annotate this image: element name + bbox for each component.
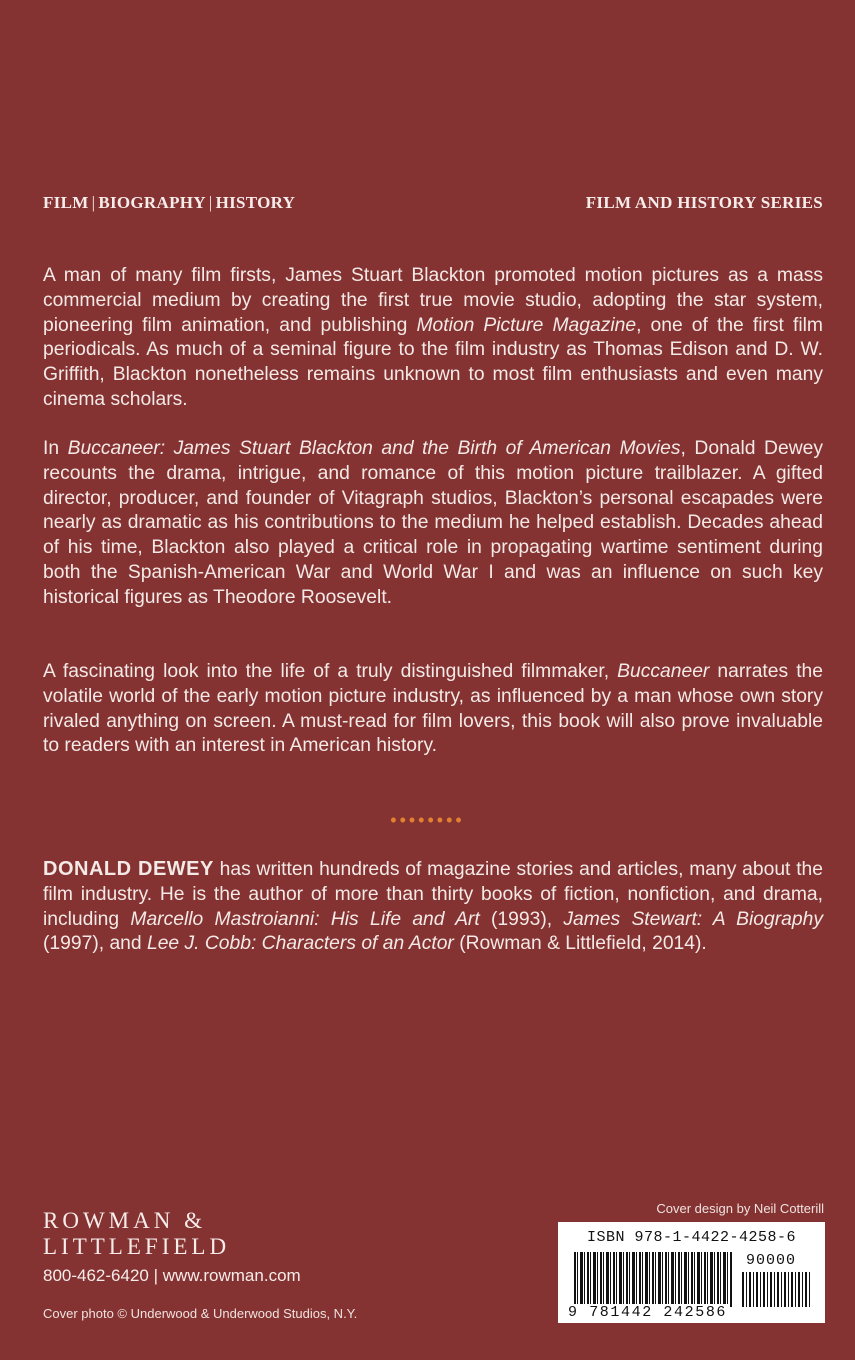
- dotted-divider: ••••••••: [390, 810, 465, 830]
- isbn-number: ISBN 978-1-4422-4258-6: [586, 1229, 797, 1246]
- series-label: FILM AND HISTORY SERIES: [585, 193, 823, 212]
- author-name: DONALD DEWEY: [43, 858, 214, 880]
- photo-credit: Cover photo © Underwood & Underwood Studios, N.Y.: [43, 1306, 358, 1321]
- bio-text: has written hundreds of magazine stories and articles, many about the film industry. He is the author of more than thirty books of fiction, nonfiction, and drama, including: [43, 859, 823, 930]
- blurb-paragraph-1: [43, 264, 823, 413]
- book-title: Buccaneer: James Stuart Blackton and the Birth of American Movies: [67, 438, 681, 459]
- price-barcode-icon: [742, 1272, 812, 1307]
- book-title: Lee J. Cobb: Characters of an Actor: [146, 933, 454, 955]
- category-separator: |: [91, 193, 96, 212]
- phone-number: 800-462-6420: [43, 1266, 149, 1285]
- book-title: James Stewart: A Biography: [563, 908, 823, 930]
- contact-separator: |: [153, 1266, 159, 1285]
- blurb-text: , one of the first film periodicals. As much of a seminal figure to the film industry as Thomas Edison and D. W. Griffith, Blackton nonetheless remains unknown to most film enthusiasts and even many cinema scholars.: [43, 314, 823, 410]
- publisher-logo: [43, 1208, 230, 1260]
- category-header: [43, 193, 823, 213]
- publisher-contact: [43, 1266, 301, 1286]
- bio-text: (Rowman & Littlefield, 2014).: [453, 933, 707, 955]
- category-biography: BIOGRAPHY: [98, 193, 206, 212]
- book-title: Buccaneer: [617, 661, 710, 682]
- blurb-text: , Donald Dewey recounts the drama, intrigue, and romance of this motion picture trailblazer. A gifted director, producer, and founder of Vitagraph studios, Blackton’s personal escapades were nearly as dramatic as his contributions to the medium he helped establish. Decades ahead of his time, Blackton also played a critical role in propagating wartime sentiment during both the Spanish-American War and World War I and was an influence on such key historical figures as Theodore Roosevelt.: [43, 438, 823, 608]
- blurb-paragraph-2: [43, 437, 823, 611]
- category-film: FILM: [43, 193, 89, 212]
- blurb-text: In: [43, 438, 68, 459]
- magazine-title: Motion Picture Magazine: [416, 314, 637, 336]
- publisher-line-2: LITTLEFIELD: [43, 1234, 231, 1259]
- publisher-line-1: ROWMAN &: [43, 1208, 206, 1233]
- book-title: Marcello Mastroianni: His Life and Art: [130, 908, 480, 930]
- price-code: 90000: [746, 1252, 797, 1269]
- barcode: [558, 1222, 825, 1323]
- category-history: HISTORY: [215, 193, 296, 212]
- blurb-text: A man of many film firsts, James Stuart Blackton promoted motion pictures as a mass commercial medium by creating the first true movie studio, adopting the star system, pioneering film animation, and publishing: [43, 265, 823, 336]
- design-credit: Cover design by Neil Cotterill: [656, 1201, 824, 1216]
- website: www.rowman.com: [162, 1266, 301, 1285]
- bio-text: (1993),: [479, 908, 564, 930]
- category-list: [43, 193, 295, 213]
- barcode-bars-icon: [574, 1252, 732, 1307]
- bio-text: (1997), and: [43, 933, 147, 955]
- ean-number: 9 781442 242586: [568, 1304, 728, 1321]
- category-separator: |: [208, 193, 213, 212]
- blurb-text: A fascinating look into the life of a truly distinguished filmmaker,: [43, 661, 618, 682]
- blurb-text: narrates the volatile world of the early motion picture industry, as influenced by a man whose own story rivaled anything on screen. A must-read for film lovers, this book will also prove invaluable to readers with an interest in American history.: [43, 661, 823, 757]
- blurb-paragraph-3: [43, 660, 823, 759]
- author-bio: [43, 857, 823, 957]
